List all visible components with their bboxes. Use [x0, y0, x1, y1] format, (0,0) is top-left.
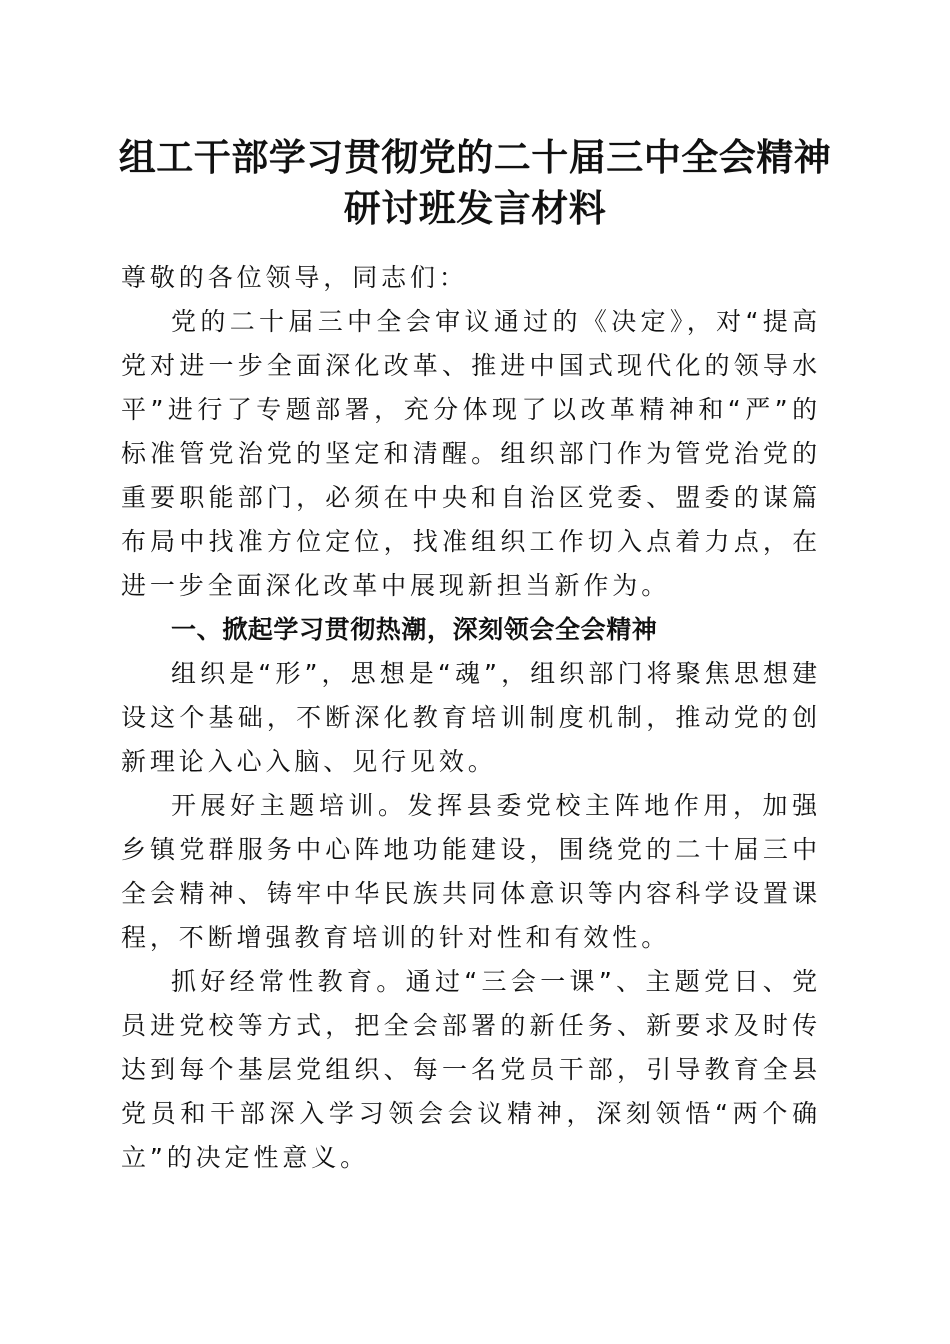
intro-paragraph: 党的二十届三中全会审议通过的《决定》，对“提高党对进一步全面深化改革、推进中国式现代化的领导水平”进行了专题部署，充分体现了以改革精神和“严”的标准管党治党的坚定和清醒。组织部门作为管党治党的重要职能部门，必须在中央和自治区党委、盟委的谋篇布局中找准方位定位，找准组织工作切入点着力点，在进一步全面深化改革中展现新担当新作为。 [121, 307, 821, 600]
section-1-paragraph-3: 抓好经常性教育。通过“三会一课”、主题党日、党员进党校等方式，把全会部署的新任务、新要求及时传达到每个基层党组织、每一名党员干部，引导教育全县党员和干部深入学习领会会议精神，深刻领悟“两个确立”的决定性意义。 [121, 967, 821, 1172]
document-body [121, 256, 821, 1180]
section-1-paragraph-1: 组织是“形”，思想是“魂”，组织部门将聚焦思想建设这个基础，不断深化教育培训制度机制，推动党的创新理论入心入脑、见行见效。 [121, 659, 821, 776]
salutation: 尊敬的各位领导，同志们： [121, 263, 468, 292]
section-heading-1: 一、掀起学习贯彻热潮，深刻领会全会精神 [171, 615, 658, 644]
document-title: 组工干部学习贯彻党的二十届三中全会精神研讨班发言材料 [118, 135, 832, 230]
section-1-paragraph-2: 开展好主题培训。发挥县委党校主阵地作用，加强乡镇党群服务中心阵地功能建设，围绕党的二十届三中全会精神、铸牢中华民族共同体意识等内容科学设置课程，不断增强教育培训的针对性和有效性。 [121, 791, 821, 952]
